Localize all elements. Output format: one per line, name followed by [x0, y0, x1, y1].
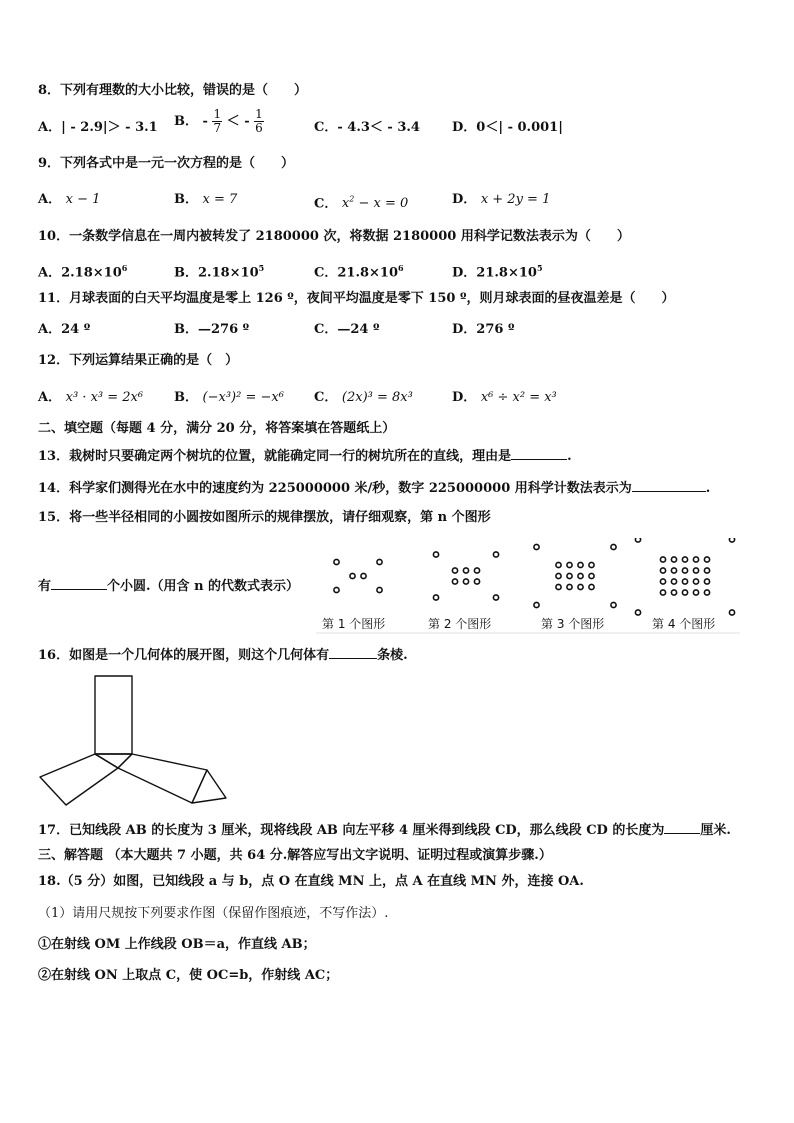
- q16: 16．如图是一个几何体的展开图，则这个几何体有 条棱.: [38, 648, 408, 663]
- q8-option-d: D．0＜| - 0.001|: [452, 120, 563, 135]
- q8-option-b: B． - $\frac{1}{7}$ ＜ - $\frac{1}{6}$: [174, 107, 263, 135]
- small-circle: [729, 610, 734, 615]
- small-circle: [589, 573, 594, 578]
- figure-label-1: 第 1 个图形: [322, 617, 386, 631]
- small-circle: [361, 573, 366, 578]
- small-circle: [452, 579, 457, 584]
- small-circle: [693, 590, 698, 595]
- small-circle: [671, 590, 676, 595]
- small-circle: [682, 579, 687, 584]
- small-circle: [377, 587, 382, 592]
- small-circle: [556, 562, 561, 567]
- answer-blank: [664, 821, 700, 834]
- small-circle: [452, 568, 457, 573]
- small-circle: [660, 557, 665, 562]
- fraction-1-6: $\frac{1}{6}$: [255, 107, 263, 135]
- fraction-1-7: $\frac{1}{7}$: [213, 107, 222, 135]
- q10-option-d: D．$21.8\times 10^5$: [452, 263, 543, 281]
- answer-blank: [51, 577, 107, 590]
- small-circle: [463, 568, 468, 573]
- small-circle: [463, 579, 468, 584]
- q10-option-b: B．$2.18\times 10^5$: [174, 263, 265, 281]
- small-circle: [474, 568, 479, 573]
- net-right-rectangle: [118, 754, 207, 803]
- small-circle: [534, 602, 539, 607]
- small-circle: [693, 557, 698, 562]
- small-circle: [660, 568, 665, 573]
- small-circle: [704, 590, 709, 595]
- small-circle: [578, 584, 583, 589]
- small-circle: [704, 568, 709, 573]
- small-circle: [433, 595, 438, 600]
- small-circle: [635, 610, 640, 615]
- answer-blank: [329, 646, 377, 659]
- small-circle: [682, 557, 687, 562]
- answer-blank: [632, 479, 706, 492]
- q10-option-a: A．$2.18\times 10^6$: [38, 263, 128, 281]
- net-left-rectangle: [40, 754, 118, 805]
- q10-option-c: C．$21.8\times 10^6$: [314, 263, 404, 281]
- q12-option-d: D． x⁶ ÷ x² = x³: [452, 390, 557, 405]
- small-circle: [377, 559, 382, 564]
- small-circle: [671, 568, 676, 573]
- small-circle: [660, 579, 665, 584]
- net-end-triangle: [192, 770, 226, 803]
- small-circle: [682, 590, 687, 595]
- q8-option-c: C．- 4.3＜ - 3.4: [314, 120, 420, 135]
- small-circle: [567, 573, 572, 578]
- small-circle: [635, 538, 640, 542]
- small-circle: [589, 584, 594, 589]
- figure-label-4: 第 4 个图形: [652, 617, 716, 631]
- small-circle: [567, 584, 572, 589]
- q9-option-b: B． x = 7: [174, 192, 238, 207]
- q14: 14．科学家们测得光在水中的速度约为 225000000 米/秒，数字 225000000 用科学计数法表示为 .: [38, 481, 711, 496]
- small-circle: [556, 573, 561, 578]
- small-circle: [433, 552, 438, 557]
- small-circle: [578, 562, 583, 567]
- q9-option-c: C． $x^2 - x = 0$: [314, 195, 409, 212]
- q15-stem: 15．将一些半径相同的小圆按如图所示的规律摆放，请仔细观察，第 n 个图形: [38, 510, 491, 525]
- q18-part1: （1）请用尺规按下列要求作图（保留作图痕迹，不写作法）.: [38, 906, 389, 921]
- q8-stem: 8．下列有理数的大小比较，错误的是（ ）: [38, 83, 308, 98]
- small-circle: [611, 544, 616, 549]
- small-circle: [556, 584, 561, 589]
- q13: 13．栽树时只要确定两个树坑的位置，就能确定同一行的树坑所在的直线，理由是 .: [38, 449, 572, 464]
- q11-option-c: C．—24 º: [314, 322, 380, 337]
- small-circle: [350, 573, 355, 578]
- q12-option-c: C． (2x)³ = 8x³: [314, 390, 413, 405]
- section-3-heading: 三、解答题 （本大题共 7 小题，共 64 分.解答应写出文字说明、证明过程或演算步骤.）: [38, 848, 552, 863]
- q12-stem: 12．下列运算结果正确的是（ ）: [38, 353, 239, 368]
- small-circle: [534, 544, 539, 549]
- small-circle: [589, 562, 594, 567]
- figure-label-3: 第 3 个图形: [541, 617, 605, 631]
- small-circle: [671, 557, 676, 562]
- prism-net-figure: [36, 668, 236, 810]
- answer-blank: [511, 447, 567, 460]
- q11-option-a: A．24 º: [38, 322, 91, 337]
- q11-stem: 11．月球表面的白天平均温度是零上 126 º，夜间平均温度是零下 150 º，则月球表面的昼夜温差是（ ）: [38, 291, 675, 306]
- small-circle: [704, 557, 709, 562]
- q15-line2: 有 个小圆.（用含 n 的代数式表示）: [38, 579, 300, 594]
- small-circle: [704, 579, 709, 584]
- q18-stem: 18.（5 分）如图，已知线段 a 与 b，点 O 在直线 MN 上，点 A 在直线 MN 外，连接 OA.: [38, 874, 584, 889]
- small-circle: [334, 559, 339, 564]
- q12-option-b: B． (−x³)² = −x⁶: [174, 390, 284, 405]
- small-circle: [493, 552, 498, 557]
- small-circle: [693, 579, 698, 584]
- small-circle: [493, 595, 498, 600]
- q10-stem: 10．一条数学信息在一周内被转发了 2180000 次，将数据 2180000 用科学记数法表示为（ ）: [38, 229, 630, 244]
- small-circle: [578, 573, 583, 578]
- q12-option-a: A． x³ · x³ = 2x⁶: [38, 390, 144, 405]
- q9-stem: 9．下列各式中是一元一次方程的是（ ）: [38, 156, 295, 171]
- q17: 17．已知线段 AB 的长度为 3 厘米，现将线段 AB 向左平移 4 厘米得到线段 CD，那么线段 CD 的长度为 厘米.: [38, 823, 731, 838]
- q9-option-d: D． x + 2y = 1: [452, 192, 551, 207]
- small-circle: [474, 579, 479, 584]
- small-circle: [729, 538, 734, 542]
- net-top-rectangle: [95, 676, 132, 754]
- q8-option-a: A．| - 2.9|＞ - 3.1: [38, 120, 158, 135]
- small-circle: [693, 568, 698, 573]
- small-circle: [567, 562, 572, 567]
- small-circle: [611, 602, 616, 607]
- small-circle: [682, 568, 687, 573]
- q9-option-a: A． x − 1: [38, 192, 101, 207]
- q11-option-b: B．—276 º: [174, 322, 250, 337]
- small-circle: [660, 590, 665, 595]
- small-circle: [334, 587, 339, 592]
- section-2-heading: 二、填空题（每题 4 分，满分 20 分，将答案填在答题纸上）: [38, 421, 396, 436]
- q18-step2: ②在射线 ON 上取点 C，使 OC=b，作射线 AC；: [38, 968, 339, 983]
- q11-option-d: D．276 º: [452, 322, 515, 337]
- small-circle: [671, 579, 676, 584]
- q18-step1: ①在射线 OM 上作线段 OB＝a，作直线 AB；: [38, 937, 316, 952]
- figure-label-2: 第 2 个图形: [428, 617, 492, 631]
